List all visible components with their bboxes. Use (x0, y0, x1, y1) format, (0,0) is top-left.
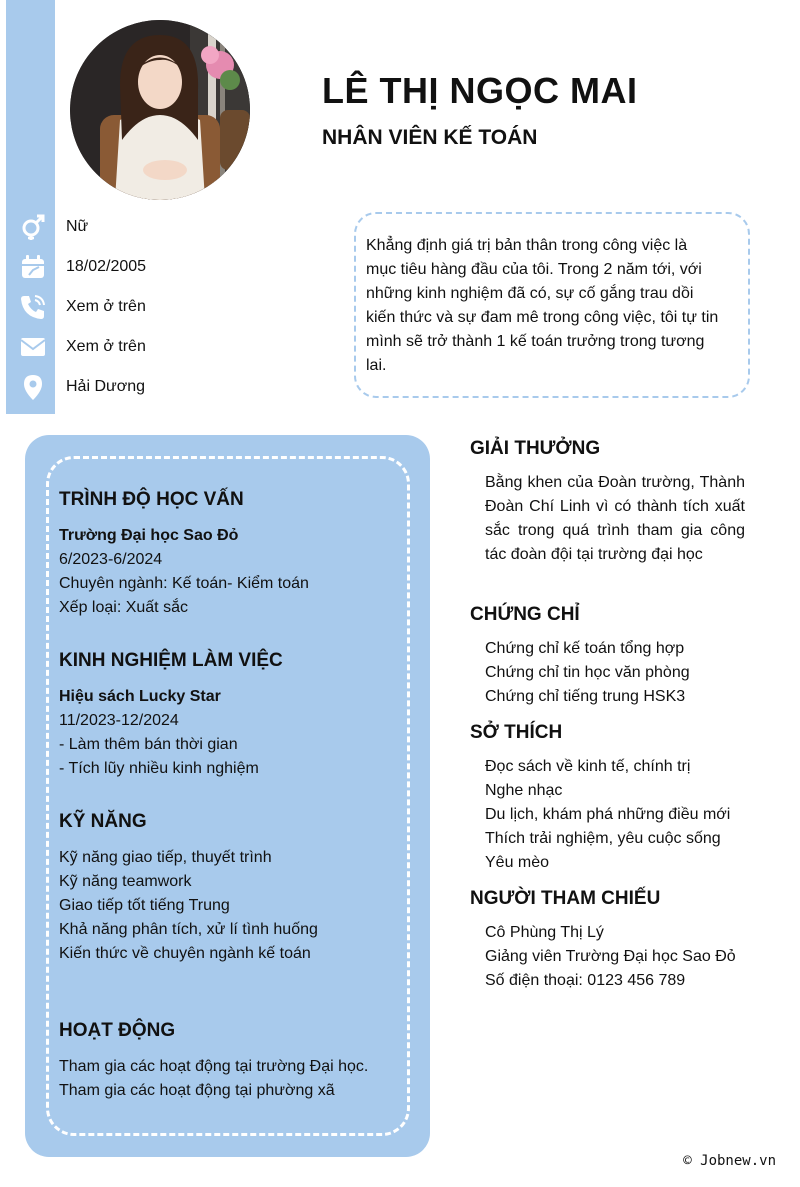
experience-item: - Tích lũy nhiều kinh nghiệm (59, 760, 259, 777)
award-text: Bằng khen của Đoàn trường, Thành Đoàn Chí Linh vì có thành tích xuất sắc trong quá trình tham gia công tác đoàn đội tại trường đại học (485, 474, 745, 563)
avatar (70, 20, 250, 200)
contact-row-birthdate (18, 247, 338, 287)
activities-heading: HOẠT ĐỘNG (59, 1020, 176, 1041)
skill-item: Kỹ năng teamwork (59, 873, 192, 890)
email-icon (18, 332, 48, 362)
education-heading: TRÌNH ĐỘ HỌC VẤN (59, 489, 244, 510)
experience-period: 11/2023-12/2024 (59, 712, 179, 729)
hobby-item: Nghe nhạc (485, 782, 563, 799)
certificate-item: Chứng chỉ kế toán tổng hợp (485, 640, 685, 657)
phone-icon (18, 292, 48, 322)
references-heading: NGƯỜI THAM CHIẾU (470, 888, 661, 909)
education-grade: Xếp loại: Xuất sắc (59, 599, 188, 616)
contact-row-email (18, 327, 338, 367)
footer-copyright: © Jobnew.vn (683, 1153, 776, 1169)
certificates-list (485, 637, 745, 709)
skill-item: Kiến thức về chuyên ngành kế toán (59, 945, 311, 962)
hobbies-list (485, 755, 745, 875)
education-period: 6/2023-6/2024 (59, 551, 163, 568)
experience-item: - Làm thêm bán thời gian (59, 736, 238, 753)
hobby-item: Du lịch, khám phá những điều mới (485, 806, 731, 823)
education-major: Chuyên ngành: Kế toán- Kiểm toán (59, 575, 309, 592)
skill-item: Giao tiếp tốt tiếng Trung (59, 897, 230, 914)
hobby-item: Yêu mèo (485, 854, 550, 871)
hobby-item: Đọc sách về kinh tế, chính trị (485, 758, 691, 775)
reference-item: Số điện thoại: 0123 456 789 (485, 972, 686, 989)
job-title: NHÂN VIÊN KẾ TOÁN (322, 126, 538, 149)
location-icon (18, 372, 48, 402)
references-list (485, 921, 745, 993)
calendar-icon (18, 252, 48, 282)
reference-item: Cô Phùng Thị Lý (485, 924, 604, 941)
certificates-heading: CHỨNG CHỈ (470, 604, 580, 625)
contact-row-gender (18, 207, 338, 247)
experience-heading: KINH NGHIỆM LÀM VIỆC (59, 650, 283, 671)
contact-row-location (18, 367, 338, 407)
birthdate-text: 18/02/2005 (66, 258, 147, 275)
activity-item: Tham gia các hoạt động tại phường xã (59, 1082, 335, 1099)
location-text: Hải Dương (66, 378, 146, 395)
candidate-name: LÊ THỊ NGỌC MAI (322, 70, 638, 111)
contact-row-phone (18, 287, 338, 327)
awards-list (485, 471, 745, 567)
certificate-item: Chứng chỉ tin học văn phòng (485, 664, 690, 681)
hobby-item: Thích trải nghiệm, yêu cuộc sống (485, 830, 721, 847)
certificate-item: Chứng chỉ tiếng trung HSK3 (485, 688, 686, 705)
education-school: Trường Đại học Sao Đỏ (59, 527, 239, 544)
gender-icon (18, 212, 48, 242)
skill-item: Khả năng phân tích, xử lí tình huống (59, 921, 318, 938)
hobbies-heading: SỞ THÍCH (470, 722, 563, 743)
career-objective: Khẳng định giá trị bản thân trong công việc là mục tiêu hàng đầu của tôi. Trong 2 năm tới, với những kinh nghiệm đã có, sự cố gắng trau dồi kiến thức và sự đam mê trong công việc, tôi tự tin mình sẽ trở thành 1 kế toán trưởng trong tương lai. (354, 212, 750, 398)
email-text: Xem ở trên (66, 338, 146, 355)
activity-item: Tham gia các hoạt động tại trường Đại học. (59, 1058, 369, 1075)
skill-item: Kỹ năng giao tiếp, thuyết trình (59, 849, 272, 866)
skills-heading: KỸ NĂNG (59, 811, 147, 832)
experience-company: Hiệu sách Lucky Star (59, 688, 221, 705)
awards-heading: GIẢI THƯỞNG (470, 438, 601, 459)
avatar-photo (70, 20, 250, 200)
phone-text: Xem ở trên (66, 298, 146, 315)
gender-text: Nữ (66, 218, 89, 235)
reference-item: Giảng viên Trường Đại học Sao Đỏ (485, 948, 736, 965)
